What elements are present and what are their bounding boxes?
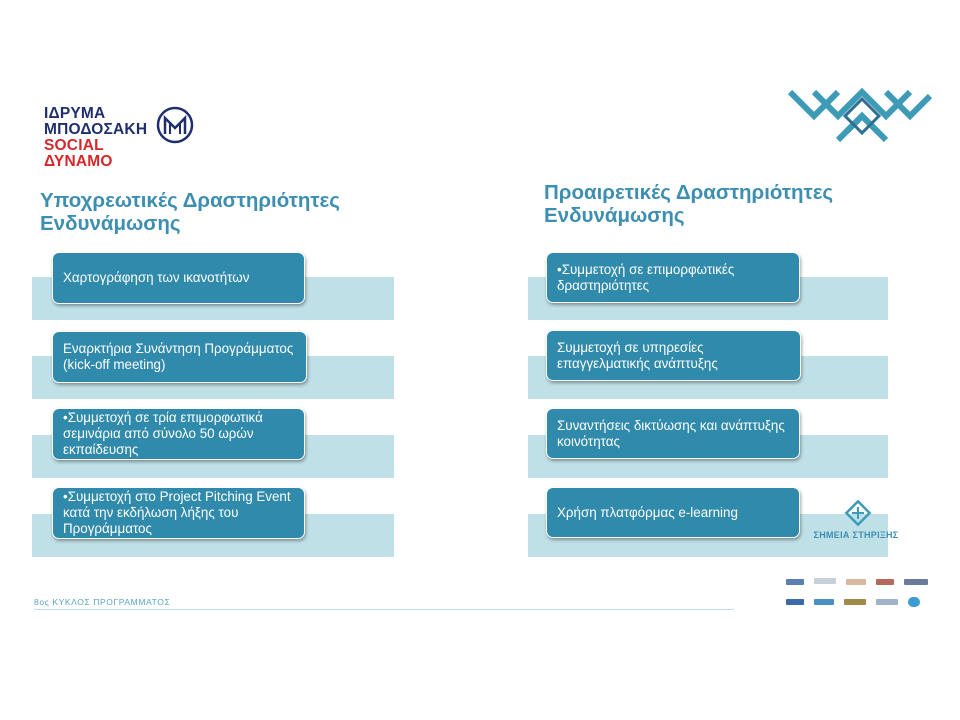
left-activity-3: •Συμμετοχή σε τρία επιμορφωτικά σεμινάρια από σύνολο 50 ωρών εκπαίδευσης bbox=[52, 408, 305, 460]
sponsor-logo-9 bbox=[876, 599, 898, 605]
footer-divider bbox=[34, 609, 734, 610]
sponsor-logo-7 bbox=[814, 599, 834, 605]
logo-line-1: ΙΔΡΥΜΑ bbox=[44, 105, 106, 122]
right-activity-3: Συναντήσεις δικτύωσης και ανάπτυξης κοινότητας bbox=[546, 408, 800, 459]
sponsor-logos bbox=[784, 573, 936, 615]
left-activity-2: Εναρκτήρια Συνάντηση Προγράμματος (kick-off meeting) bbox=[52, 331, 307, 383]
sponsor-logo-4 bbox=[876, 579, 894, 585]
right-activity-2: Συμμετοχή σε υπηρεσίες επαγγελματικής ανάπτυξης bbox=[546, 330, 801, 381]
left-activity-1: Χαρτογράφηση των ικανοτήτων bbox=[52, 252, 305, 304]
right-activity-1: •Συμμετοχή σε επιμορφωτικές δραστηριότητες bbox=[546, 252, 800, 303]
left-activity-4: •Συμμετοχή στο Project Pitching Event κατά την εκδήλωση λήξης του Προγράμματος bbox=[52, 487, 305, 539]
footer-cycle-label: 8ος ΚΥΚΛΟΣ ΠΡΟΓΡΑΜΜΑΤΟΣ bbox=[34, 597, 171, 607]
foundation-logo bbox=[44, 106, 204, 172]
watermark-label: ΣΗΜΕΙΑ ΣΤΗΡΙΞΗΣ bbox=[813, 530, 899, 540]
right-activity-4: Χρήση πλατφόρμας e-learning bbox=[546, 487, 800, 538]
sponsor-logo-3 bbox=[846, 579, 866, 585]
monogram-logo-icon bbox=[156, 106, 194, 144]
sponsor-logo-1 bbox=[786, 579, 804, 585]
sponsor-logo-8 bbox=[844, 599, 866, 605]
right-section-title: Προαιρετικές Δραστηριότητες Ενδυνάμωσης bbox=[544, 181, 834, 227]
logo-line-2: ΜΠΟΔΟΣΑΚΗ bbox=[44, 121, 148, 138]
key-pattern-icon bbox=[786, 88, 934, 144]
left-section-title: Υποχρεωτικές Δραστηριότητες Ενδυνάμωσης bbox=[40, 189, 340, 235]
logo-line-3: SOCIAL bbox=[44, 137, 104, 154]
knot-icon bbox=[838, 500, 878, 530]
logo-line-4: ΔΥΝΑΜΟ bbox=[44, 153, 113, 170]
sponsor-logo-6 bbox=[786, 599, 804, 605]
sponsor-logo-2 bbox=[814, 578, 836, 584]
sponsor-logo-5 bbox=[904, 579, 928, 585]
sponsor-logo-10 bbox=[908, 597, 920, 607]
